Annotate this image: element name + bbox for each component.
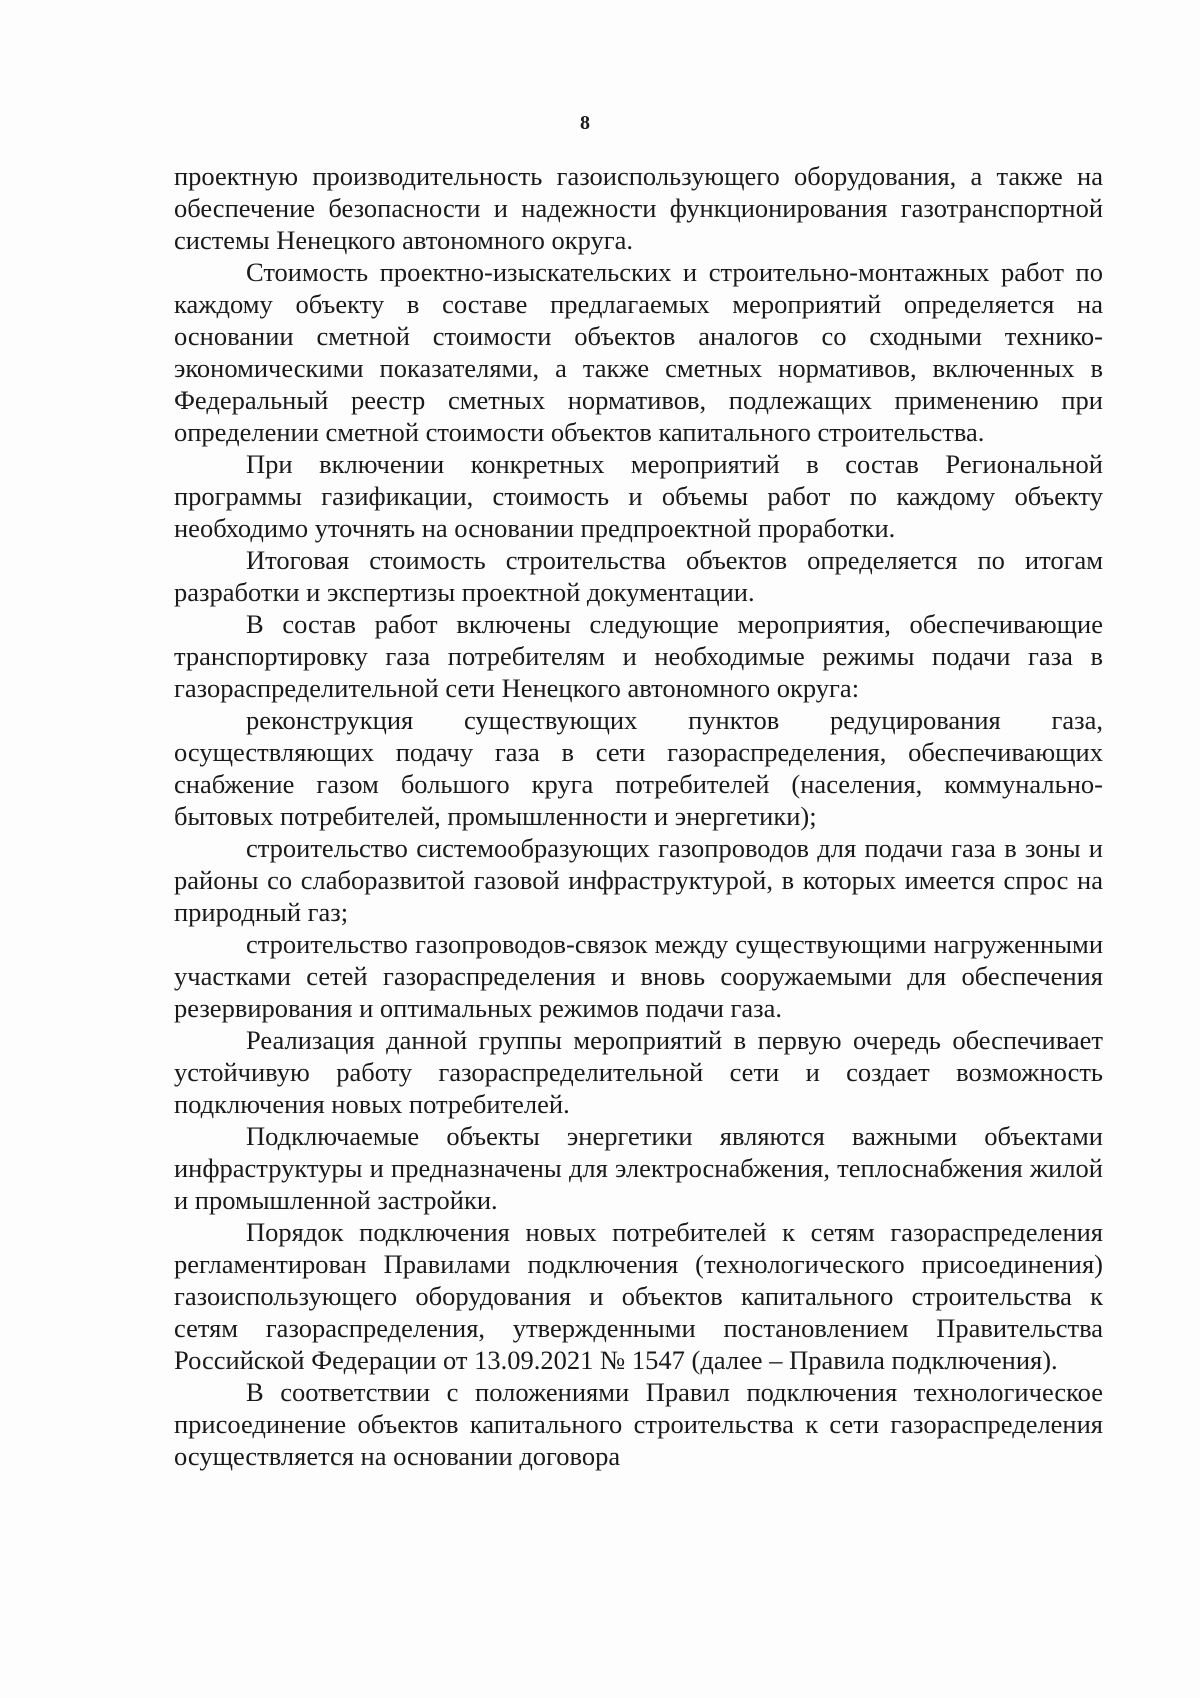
paragraph-program-inclusion: При включении конкретных мероприятий в состав Региональной программы газификации, стоимость и объемы работ по каждому объекту необходимо уточнять на основании предпроектной проработки. [174, 449, 1103, 543]
paragraph-cost-basis: Стоимость проектно-изыскательских и строительно-монтажных работ по каждому объекту в составе предлагаемых мероприятий определяется на основании сметной стоимости объектов аналогов со сходными технико-экономическими показателями, а также сметных нормативов, включенных в Федеральный реестр сметных нормативов, подлежащих применению при определении сметной стоимости объектов капитального строительства. [174, 257, 1103, 447]
document-body [174, 160, 1103, 1472]
list-item-trunk-pipelines: строительство системообразующих газопроводов для подачи газа в зоны и районы со слаборазвитой газовой инфраструктурой, в которых имеется спрос на природный газ; [174, 833, 1103, 927]
paragraph-energy-objects: Подключаемые объекты энергетики являются важными объектами инфраструктуры и предназначены для электроснабжения, теплоснабжения жилой и промышленной застройки. [174, 1121, 1103, 1215]
paragraph-connection-rules: Порядок подключения новых потребителей к сетям газораспределения регламентирован Правилами подключения (технологического присоединения) газоиспользующего оборудования и объектов капитального строительства к сетям газораспределения, утвержденными постановлением Правительства Российской Федерации от 13.09.2021 № 1547 (далее – Правила подключения). [174, 1217, 1103, 1375]
list-item-reconstruction: реконструкция существующих пунктов редуцирования газа, осуществляющих подачу газа в сети газораспределения, обеспечивающих снабжение газом большого круга потребителей (населения, коммунально-бытовых потребителей, промышленности и энергетики); [174, 705, 1103, 831]
page-number: 8 [580, 112, 590, 134]
paragraph-continuation: проектную производительность газоиспользующего оборудования, а также на обеспечение безопасности и надежности функционирования газотранспортной системы Ненецкого автономного округа. [174, 161, 1103, 255]
paragraph-works-list-intro: В состав работ включены следующие мероприятия, обеспечивающие транспортировку газа потребителям и необходимые режимы подачи газа в газораспределительной сети Ненецкого автономного округа: [174, 609, 1103, 703]
paragraph-final-cost: Итоговая стоимость строительства объектов определяется по итогам разработки и экспертизы проектной документации. [174, 545, 1103, 607]
list-item-connecting-pipelines: строительство газопроводов-связок между существующими нагруженными участками сетей газораспределения и вновь сооружаемыми для обеспечения резервирования и оптимальных режимов подачи газа. [174, 929, 1103, 1023]
paragraph-technological-connection: В соответствии с положениями Правил подключения технологическое присоединение объектов капитального строительства к сети газораспределения осуществляется на основании договора [174, 1377, 1103, 1471]
paragraph-implementation: Реализация данной группы мероприятий в первую очередь обеспечивает устойчивую работу газораспределительной сети и создает возможность подключения новых потребителей. [174, 1025, 1103, 1119]
